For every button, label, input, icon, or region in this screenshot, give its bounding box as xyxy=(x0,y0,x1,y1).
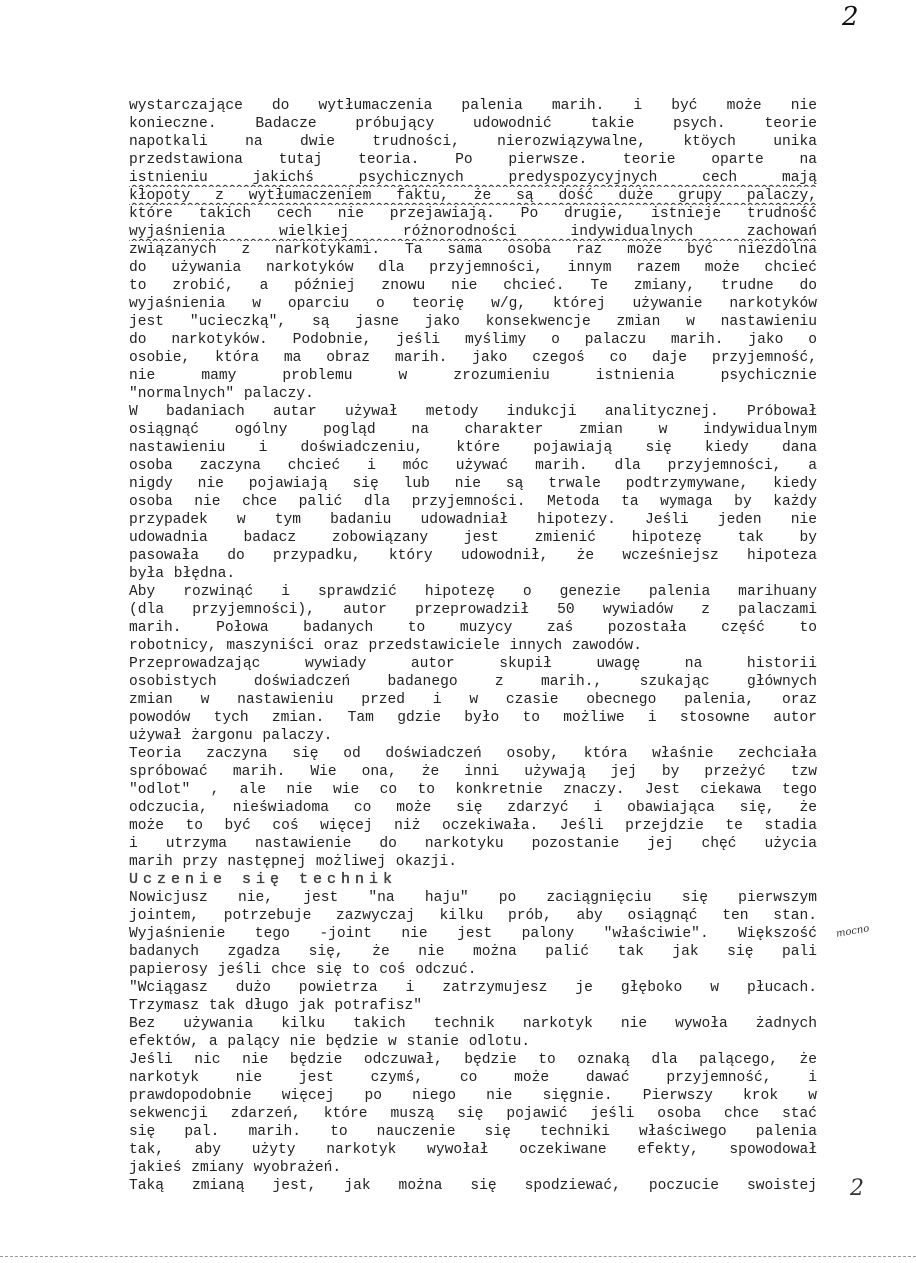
text-line-content: które takich cech nie przejawiają. Po drugie, istnieje trudność xyxy=(129,206,817,222)
text-line-content: narkotyk nie jest czymś, co może dawać przyjemność, i xyxy=(129,1070,817,1086)
text-line xyxy=(129,583,817,601)
text-line-content: Nowicjusz nie, jest "na haju" po zaciągnięciu się pierwszym xyxy=(129,890,817,906)
text-line xyxy=(129,943,817,961)
text-line xyxy=(129,565,817,583)
text-line xyxy=(129,1177,817,1195)
text-line xyxy=(129,547,817,565)
text-line-content: odczucia, nieświadoma co może się zdarzyć i obawiająca się, że xyxy=(129,800,817,816)
text-line-content: Bez używania kilku takich technik narkotyk nie wywoła żadnych xyxy=(129,1016,817,1032)
text-line-content: Taką zmianą jest, jak można się spodziewać, poczucie swoistej xyxy=(129,1178,817,1194)
handwritten-annotation: mocno xyxy=(835,923,871,940)
text-line-content: nie mamy problemu w zrozumieniu istnienia psychicznie xyxy=(129,368,817,384)
text-line-content: istnieniu jakichś psychicznych predyspozycyjnych cech mają xyxy=(129,170,817,186)
text-line-content: była błędna. xyxy=(129,566,236,582)
text-line-content: (dla przyjemności), autor przeprowadził 50 wywiadów z palaczami xyxy=(129,602,817,618)
text-line-content: efektów, a palący nie będzie w stanie odlotu. xyxy=(129,1034,531,1050)
text-line-content: osoba zaczyna chcieć i móc używać marih. dla przyjemności, a xyxy=(129,458,817,474)
text-line-content: jointem, potrzebuje zazwyczaj kilku prób, aby osiągnąć ten stan. xyxy=(129,908,817,924)
text-line xyxy=(129,1123,817,1141)
text-line xyxy=(129,457,817,475)
text-line-content: to zrobić, a później znowu nie chcieć. Te zmiany, trudne do xyxy=(129,278,817,294)
text-line xyxy=(129,979,817,997)
text-line xyxy=(129,655,817,673)
text-line xyxy=(129,925,817,943)
text-line xyxy=(129,187,817,205)
text-line-content: jakieś zmiany wyobrażeń. xyxy=(129,1160,342,1176)
text-line-content: wyjaśnienia wielkiej różnorodności indywidualnych zachowań xyxy=(129,224,817,240)
text-line-content: marih. Połowa badanych to muzycy zaś pozostała część to xyxy=(129,620,817,636)
text-line-content: badanych zgadza się, że nie można palić tak jak się pali xyxy=(129,944,817,960)
text-line-content: Teoria zaczyna się od doświadczeń osoby, która właśnie zechciała xyxy=(129,746,817,762)
text-line xyxy=(129,223,817,241)
handwritten-page-mark: 2 xyxy=(850,1176,864,1201)
text-line xyxy=(129,763,817,781)
text-line xyxy=(129,241,817,259)
text-line-content: kłopoty z wytłumaczeniem faktu, że są dość duże grupy palaczy, xyxy=(129,188,817,204)
text-line-content: sekwencji zdarzeń, które muszą się pojawić jeśli osoba chce stać xyxy=(129,1106,817,1122)
text-line xyxy=(129,295,817,313)
text-line xyxy=(129,1051,817,1069)
text-line xyxy=(129,1141,817,1159)
text-line-content: tak, aby użyty narkotyk wywołał oczekiwane efekty, spowodował xyxy=(129,1142,817,1158)
text-line-content: powodów tych zmian. Tam gdzie było to możliwe i stosowne autor xyxy=(129,710,817,726)
text-line-content: osiągnąć ogólny pogląd na charakter zmian w indywidualnym xyxy=(129,422,817,438)
text-line-content: napotkali na dwie trudności, nierozwiązywalne, ktöych unika xyxy=(129,134,817,150)
text-line xyxy=(129,853,817,871)
text-line xyxy=(129,385,817,403)
text-line xyxy=(129,421,817,439)
text-line xyxy=(129,727,817,745)
section-heading xyxy=(129,871,817,889)
text-line-content: spróbować marih. Wie ona, że inni używają jej by przeżyć tzw xyxy=(129,764,817,780)
text-line xyxy=(129,259,817,277)
text-line xyxy=(129,1015,817,1033)
text-line-content: konieczne. Badacze próbujący udowodnić takie psych. teorie xyxy=(129,116,817,132)
text-line xyxy=(129,781,817,799)
text-line-content: Wyjaśnienie tego -joint nie jest palony "właściwie". Większość xyxy=(129,926,817,942)
text-line xyxy=(129,331,817,349)
text-line-content: wystarczające do wytłumaczenia palenia marih. i być może nie xyxy=(129,98,817,114)
text-line xyxy=(129,493,817,511)
text-line-content: wyjaśnienia w oparciu o teorię w/g, której używanie narkotyków xyxy=(129,296,817,312)
text-line xyxy=(129,799,817,817)
text-line xyxy=(129,637,817,655)
text-line xyxy=(129,403,817,421)
text-line-content: marih przy następnej możliwej okazji. xyxy=(129,854,458,870)
text-line-content: jest "ucieczką", są jasne jako konsekwencje zmian w nastawieniu xyxy=(129,314,817,330)
document-body xyxy=(129,97,817,1195)
text-line-content: Jeśli nic nie będzie odczuwał, będzie to oznaką dla palącego, że xyxy=(129,1052,817,1068)
text-line xyxy=(129,907,817,925)
text-line xyxy=(129,619,817,637)
text-line xyxy=(129,313,817,331)
text-line xyxy=(129,1069,817,1087)
text-line-content: może to być coś więcej niż oczekiwała. Jeśli przejdzie te stadia xyxy=(129,818,817,834)
text-line-content: Uczenie się technik xyxy=(129,871,398,888)
text-line-content: się pal. marih. to nauczenie się techniki właściwego palenia xyxy=(129,1124,817,1140)
text-line xyxy=(129,151,817,169)
text-line xyxy=(129,367,817,385)
text-line xyxy=(129,1033,817,1051)
text-line xyxy=(129,673,817,691)
text-line xyxy=(129,1159,817,1177)
text-line-content: udowadnia badacz zobowiązany jest zmienić hipotezę tak by xyxy=(129,530,817,546)
text-line xyxy=(129,601,817,619)
text-line-content: przedstawiona tutaj teoria. Po pierwsze. teorie oparte na xyxy=(129,152,817,168)
text-line xyxy=(129,691,817,709)
text-line-content: "Wciągasz dużo powietrza i zatrzymujesz je głęboko w płucach. xyxy=(129,980,817,996)
text-line xyxy=(129,997,817,1015)
scan-edge-divider xyxy=(0,1256,916,1257)
text-line xyxy=(129,511,817,529)
text-line xyxy=(129,835,817,853)
text-line-content: pasowała do przypadku, który udowodnił, że wcześniejsz hipoteza xyxy=(129,548,817,564)
text-line xyxy=(129,205,817,223)
text-line-content: robotnicy, maszyniści oraz przedstawiciele innych zawodów. xyxy=(129,638,642,654)
text-line xyxy=(129,169,817,187)
text-line xyxy=(129,475,817,493)
text-line-content: do narkotyków. Podobnie, jeśli myślimy o palaczu marih. jako o xyxy=(129,332,817,348)
text-line xyxy=(129,889,817,907)
text-line-content: nastawieniu i doświadczeniu, które pojawiają się kiedy dana xyxy=(129,440,817,456)
text-line xyxy=(129,745,817,763)
text-line xyxy=(129,1087,817,1105)
text-line xyxy=(129,709,817,727)
text-line xyxy=(129,817,817,835)
text-line xyxy=(129,961,817,979)
page-number: 2 xyxy=(842,2,859,32)
text-line xyxy=(129,349,817,367)
text-line-content: papierosy jeśli chce się to coś odczuć. xyxy=(129,962,477,978)
text-line-content: związanych z narkotykami. Ta sama osoba raz może być niezdolna xyxy=(129,242,817,258)
text-line-content: "normalnych" palaczy. xyxy=(129,386,314,402)
text-line xyxy=(129,439,817,457)
text-line-content: i utrzyma nastawienie do narkotyku pozostanie jej chęć użycia xyxy=(129,836,817,852)
text-line xyxy=(129,277,817,295)
text-line-content: W badaniach autar używał metody indukcji analitycznej. Próbował xyxy=(129,404,817,420)
text-line-content: osoba nie chce palić dla przyjemności. Metoda ta wymaga by każdy xyxy=(129,494,817,510)
text-line-content: Przeprowadzając wywiady autor skupił uwagę na historii xyxy=(129,656,817,672)
text-line xyxy=(129,133,817,151)
text-line xyxy=(129,1105,817,1123)
text-line-content: nigdy nie pojawiają się lub nie są trwale podtrzymywane, kiedy xyxy=(129,476,817,492)
text-line-content: do używania narkotyków dla przyjemności, innym razem może chcieć xyxy=(129,260,817,276)
text-line-content: Trzymasz tak długo jak potrafisz" xyxy=(129,998,423,1014)
text-line-content: używał żargonu palaczy. xyxy=(129,728,333,744)
text-line xyxy=(129,529,817,547)
text-line xyxy=(129,97,817,115)
text-line-content: zmian w nastawieniu przed i w czasie obecnego palenia, oraz xyxy=(129,692,817,708)
text-line-content: Aby rozwinąć i sprawdzić hipotezę o genezie palenia marihuany xyxy=(129,584,817,600)
text-line xyxy=(129,115,817,133)
text-line-content: osobistych doświadczeń badanego z marih., szukając głównych xyxy=(129,674,817,690)
text-line-content: osobie, która ma obraz marih. jako czegoś co daje przyjemność, xyxy=(129,350,817,366)
text-line-content: prawdopodobnie więcej po niego nie sięgnie. Pierwszy krok w xyxy=(129,1088,817,1104)
text-line-content: przypadek w tym badaniu udowadniał hipotezy. Jeśli jeden nie xyxy=(129,512,817,528)
text-line-content: "odlot" , ale nie wie co to konkretnie znaczy. Jest ciekawa tego xyxy=(129,782,817,798)
